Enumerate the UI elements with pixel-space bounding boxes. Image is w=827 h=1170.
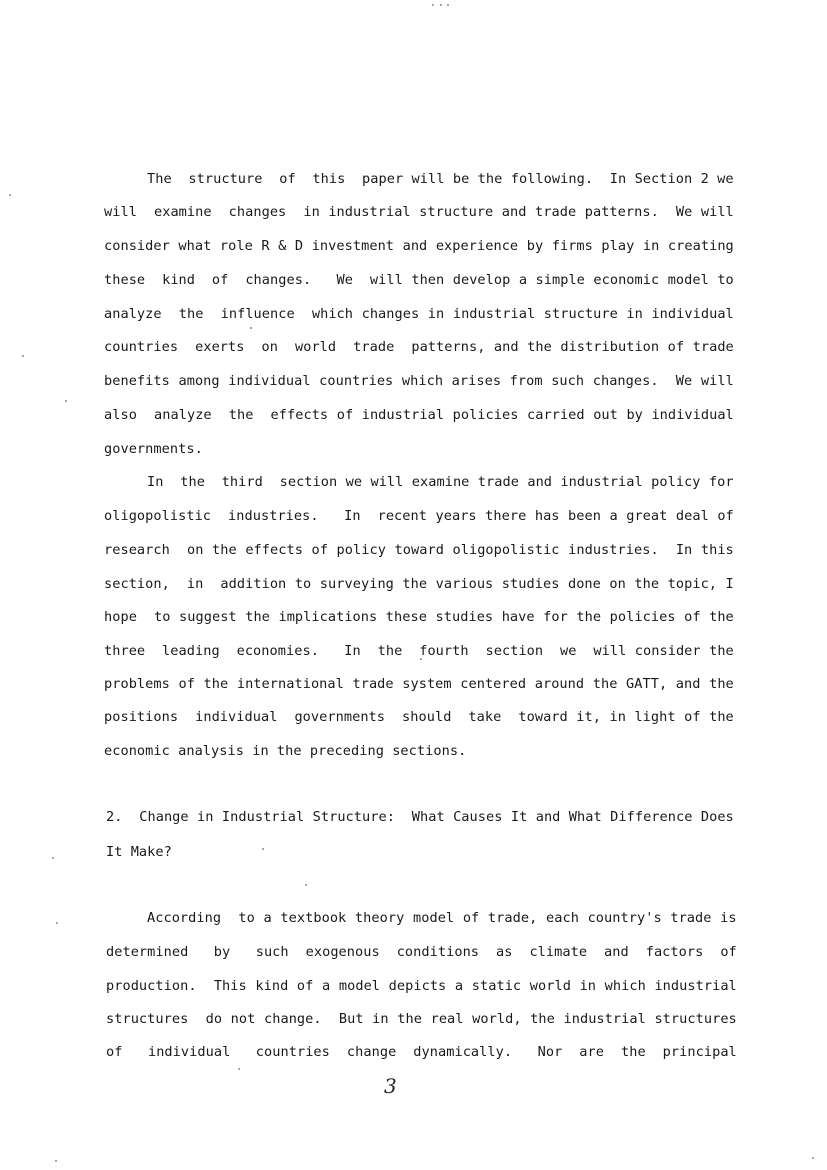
paragraph-line: analyze the influence which changes in industrial structure in individual xyxy=(104,306,734,322)
paragraph-line: The structure of this paper will be the following. In Section 2 we xyxy=(147,171,734,187)
scan-speck xyxy=(440,4,442,6)
paragraph-line: three leading economies. In the fourth section we will consider the xyxy=(104,643,734,659)
section-heading-line: 2. Change in Industrial Structure: What Causes It and What Difference Does xyxy=(106,809,734,825)
scan-speck xyxy=(55,1160,57,1162)
scan-speck xyxy=(238,1068,240,1070)
scan-speck xyxy=(305,884,307,886)
scan-speck xyxy=(250,327,252,329)
paragraph-line: consider what role R & D investment and experience by firms play in creating xyxy=(104,238,734,254)
paragraph-line: of individual countries change dynamically. Nor are the principal xyxy=(106,1044,737,1060)
paragraph-line: these kind of changes. We will then develop a simple economic model to xyxy=(104,272,734,288)
paragraph-line: benefits among individual countries which arises from such changes. We will xyxy=(104,373,734,389)
paragraph-line: In the third section we will examine trade and industrial policy for xyxy=(147,474,734,490)
scan-speck xyxy=(65,400,67,402)
scan-speck xyxy=(812,1157,814,1159)
paragraph-line: positions individual governments should take toward it, in light of the xyxy=(104,709,734,725)
scan-speck xyxy=(22,355,24,357)
paragraph-line: structures do not change. But in the real world, the industrial structures xyxy=(106,1011,737,1027)
paragraph-line: governments. xyxy=(104,441,203,457)
scan-speck xyxy=(9,194,11,196)
paragraph-line: According to a textbook theory model of trade, each country's trade is xyxy=(147,910,737,926)
paragraph-line: problems of the international trade system centered around the GATT, and the xyxy=(104,676,734,692)
paragraph-line: section, in addition to surveying the various studies done on the topic, I xyxy=(104,576,734,592)
page-number: 3 xyxy=(384,1074,397,1098)
scan-speck xyxy=(432,4,434,6)
paragraph-line: will examine changes in industrial structure and trade patterns. We will xyxy=(104,204,734,220)
paragraph-line: oligopolistic industries. In recent years there has been a great deal of xyxy=(104,508,734,524)
paragraph-line: also analyze the effects of industrial policies carried out by individual xyxy=(104,407,734,423)
scan-speck xyxy=(52,857,54,859)
scan-speck xyxy=(262,848,264,850)
section-heading-line: It Make? xyxy=(106,844,172,860)
paragraph-line: research on the effects of policy toward oligopolistic industries. In this xyxy=(104,542,734,558)
scan-speck xyxy=(56,922,58,924)
paragraph-line: economic analysis in the preceding sections. xyxy=(104,743,467,759)
scan-speck xyxy=(447,4,449,6)
paragraph-line: countries exerts on world trade patterns, and the distribution of trade xyxy=(104,339,734,355)
paragraph-line: determined by such exogenous conditions as climate and factors of xyxy=(106,944,737,960)
paragraph-line: production. This kind of a model depicts a static world in which industrial xyxy=(106,978,737,994)
paragraph-line: hope to suggest the implications these studies have for the policies of the xyxy=(104,609,734,625)
